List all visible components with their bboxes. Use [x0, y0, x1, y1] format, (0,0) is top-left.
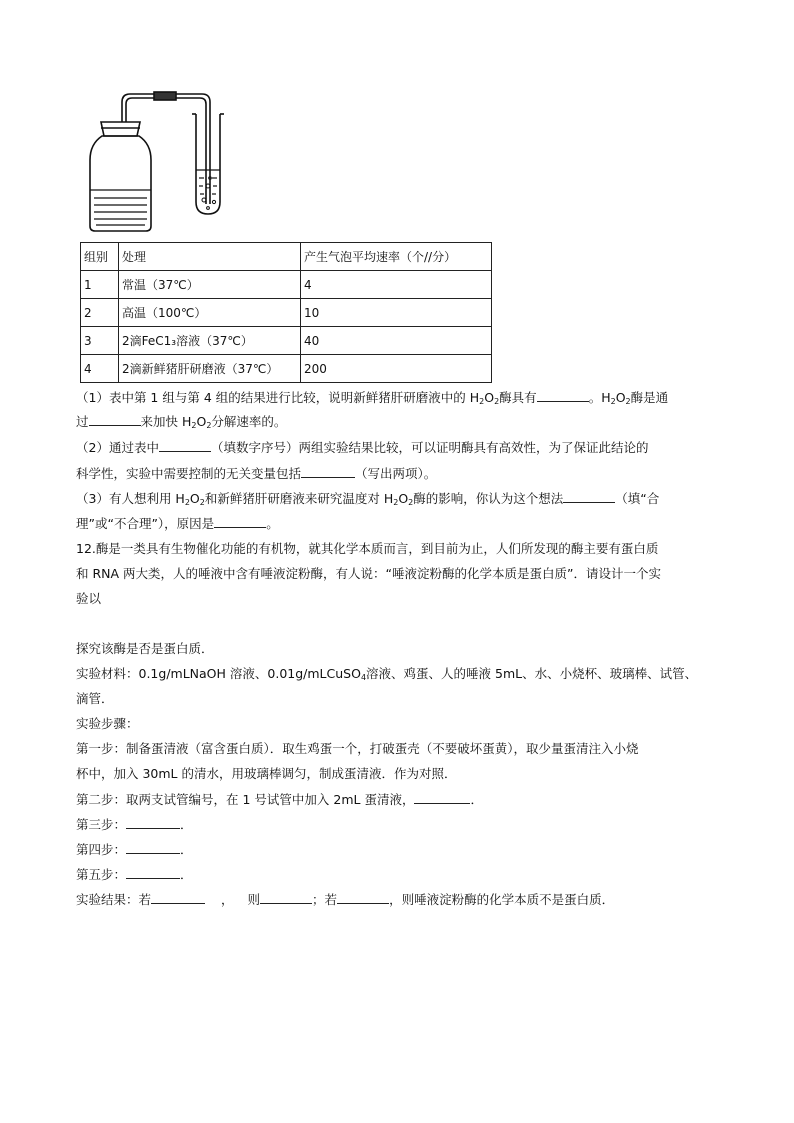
table-cell: 200 [301, 355, 492, 383]
text: （3）有人想利用 H [76, 491, 185, 506]
text: （填数字序号）两组实验结果比较，可以证明酶具有高效性，为了保证此结论的 [210, 440, 649, 455]
text: 和新鲜猪肝研磨液来研究温度对 H [204, 491, 394, 506]
table-row [81, 271, 492, 299]
subscript: 2 [393, 498, 399, 507]
table-cell: 3 [81, 327, 119, 355]
text: ． [180, 867, 193, 882]
table-cell: 4 [301, 271, 492, 299]
step-1-line-2: 杯中，加入 30mL 的清水，用玻璃棒调匀，制成蛋清液．作为对照． [76, 766, 457, 781]
text: 。 [266, 516, 279, 531]
subscript: 2 [625, 397, 631, 406]
header-cell: 组别 [81, 243, 119, 271]
question-1-line-1 [76, 389, 668, 406]
step-1-line-1: 第一步：制备蛋清液（富含蛋白质）．取生鸡蛋一个，打破蛋壳（不要破坏蛋黄），取少量蛋清注入小烧 [76, 741, 639, 756]
text: （填“合 [615, 491, 660, 506]
text: 理”或“不合理”），原因是 [76, 516, 215, 531]
table-cell: 1 [81, 271, 119, 299]
answer-blank[interactable] [301, 465, 355, 478]
answer-blank[interactable] [260, 891, 312, 904]
question-2-line-2 [76, 465, 436, 482]
text: ． [180, 842, 193, 857]
answer-blank[interactable] [89, 413, 141, 426]
text: 溶液、鸡蛋、人的唾液 5mL、水、小烧杯、玻璃棒、试管、 [366, 666, 698, 681]
text: O [484, 390, 495, 405]
question-12-line-1: 12.酶是一类具有生物催化功能的有机物，就其化学本质而言，到目前为止，人们所发现的酶主要有蛋白质 [76, 541, 659, 556]
subscript: 4 [360, 673, 367, 682]
subscript: 2 [191, 421, 197, 430]
question-12-line-4: 探究该酶是否是蛋白质． [76, 641, 214, 656]
materials-line-2: 滴管． [76, 691, 114, 706]
answer-blank[interactable] [537, 389, 589, 402]
step-3-line [76, 816, 193, 833]
result-line [76, 891, 614, 908]
text: O [615, 390, 626, 405]
table-cell: 高温（100℃） [119, 299, 301, 327]
answer-blank[interactable] [126, 866, 180, 879]
text: 实验材料：0.1g/mLNaOH 溶液、0.01g/mLCuSO [76, 666, 361, 681]
text: （1）表中第 1 组与第 4 组的结果进行比较，说明新鲜猪肝研磨液中的 H [76, 390, 480, 405]
text: 实验结果：若 [76, 892, 152, 907]
text: 第四步： [76, 842, 127, 857]
question-2-line-1 [76, 439, 648, 456]
table-cell: 2滴FeC1₃溶液（37℃） [119, 327, 301, 355]
header-cell: 处理 [119, 243, 301, 271]
text: 则 [247, 892, 261, 907]
text: 过 [76, 414, 89, 429]
text: 第二步：取两支试管编号，在 1 号试管中加入 2mL 蛋清液， [76, 792, 415, 807]
text: 科学性，实验中需要控制的无关变量包括 [76, 466, 302, 481]
question-3-line-1 [76, 490, 659, 507]
table-cell: 2滴新鲜猪肝研磨液（37℃） [119, 355, 301, 383]
question-3-line-2 [76, 515, 279, 532]
text: （写出两项）。 [355, 466, 437, 481]
table-cell: 常温（37℃） [119, 271, 301, 299]
answer-blank[interactable] [563, 490, 615, 503]
subscript: 2 [408, 498, 414, 507]
text: 酶具有 [499, 390, 537, 405]
question-12-line-3: 验以 [76, 591, 102, 606]
text: 第三步： [76, 817, 127, 832]
step-4-line [76, 841, 193, 858]
answer-blank[interactable] [337, 891, 389, 904]
text: 酶的影响，你认为这个想法 [413, 491, 564, 506]
table-cell: 4 [81, 355, 119, 383]
answer-blank[interactable] [126, 841, 180, 854]
text: 。H [588, 390, 611, 405]
table-header-row [81, 243, 492, 271]
subscript: 2 [610, 397, 616, 406]
header-cell: 产生气泡平均速率（个//分） [301, 243, 492, 271]
step-5-line [76, 866, 193, 883]
text: ． [470, 792, 483, 807]
text: ，则唾液淀粉酶的化学本质不是蛋白质． [389, 892, 615, 907]
text: 酶是通 [630, 390, 669, 405]
results-table [80, 242, 492, 383]
question-1-line-2 [76, 413, 286, 430]
subscript: 2 [494, 397, 500, 406]
text: ， [221, 892, 234, 907]
subscript: 2 [199, 498, 205, 507]
text: ． [180, 817, 193, 832]
text: 第五步： [76, 867, 127, 882]
table-row [81, 299, 492, 327]
materials-line-1 [76, 666, 697, 682]
table-cell: 10 [301, 299, 492, 327]
text: 来加快 H [140, 414, 192, 429]
steps-title: 实验步骤： [76, 716, 139, 731]
answer-blank[interactable] [151, 891, 205, 904]
answer-blank[interactable] [214, 515, 266, 528]
step-2-line [76, 791, 483, 808]
text: ；若 [312, 892, 338, 907]
text: O [398, 491, 409, 506]
question-12-line-2: 和 RNA 两大类，人的唾液中含有唾液淀粉酶，有人说：“唾液淀粉酶的化学本质是蛋白质”．请设计一个实 [76, 566, 661, 581]
text: O [189, 491, 200, 506]
table-row [81, 355, 492, 383]
table-row [81, 327, 492, 355]
answer-blank[interactable] [126, 816, 180, 829]
answer-blank[interactable] [414, 791, 470, 804]
table-cell: 40 [301, 327, 492, 355]
text: 分解速率的。 [211, 414, 287, 429]
apparatus-figure [84, 86, 244, 236]
subscript: 2 [184, 498, 190, 507]
table-cell: 2 [81, 299, 119, 327]
subscript: 2 [479, 397, 485, 406]
text: O [196, 414, 207, 429]
subscript: 2 [206, 421, 212, 430]
text: （2）通过表中 [76, 440, 159, 455]
answer-blank[interactable] [159, 439, 211, 452]
